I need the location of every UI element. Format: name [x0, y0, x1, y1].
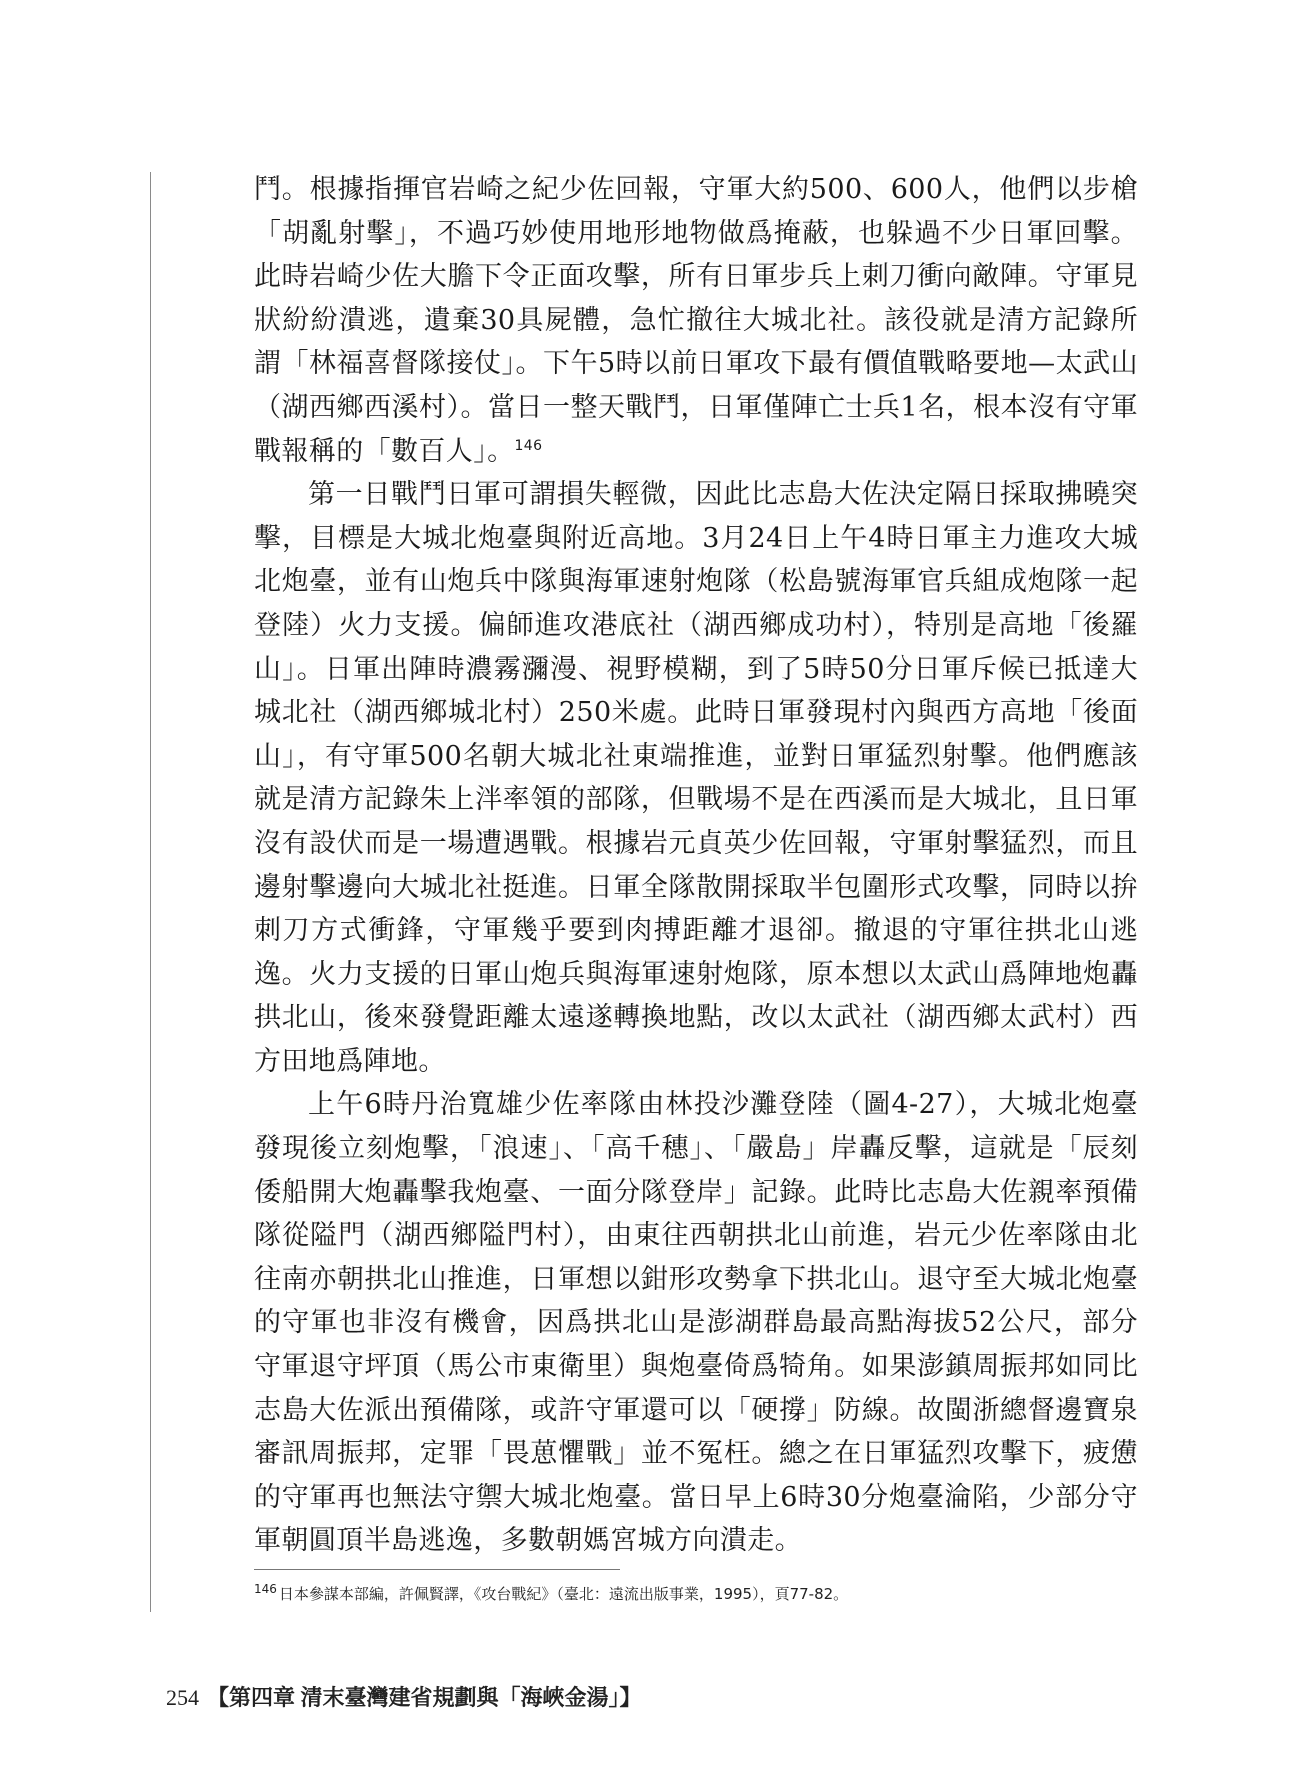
paragraph-1 — [254, 168, 1138, 473]
footnote-number: 146 — [254, 1582, 277, 1596]
margin-rule — [150, 172, 151, 1612]
page-footer — [166, 1681, 642, 1712]
footnote — [254, 1583, 1138, 1604]
body-text — [254, 168, 1138, 1563]
paragraph-1-text: 鬥。根據指揮官岩崎之紀少佐回報，守軍大約500、600人，他們以步槍「胡亂射擊」，不過巧妙使用地形地物做爲掩蔽，也躲過不少日軍回擊。此時岩崎少佐大膽下令正面攻擊，所有日軍步兵上刺刀衝向敵陣。守軍見狀紛紛潰逃，遺棄30具屍體，急忙撤往大城北社。該役就是清方記錄所謂「林福喜督隊接仗」。下午5時以前日軍攻下最有價值戰略要地—太武山（湖西鄉西溪村）。當日一整天戰鬥，日軍僅陣亡士兵1名，根本沒有守軍戰報稱的「數百人」。 — [254, 174, 1138, 467]
footnote-reference: 146 — [514, 437, 543, 454]
running-title: 【第四章 清末臺灣建省規劃與「海峽金湯」】 — [207, 1685, 642, 1710]
paragraph-2: 第一日戰鬥日軍可謂損失輕微，因此比志島大佐決定隔日採取拂曉突擊，目標是大城北炮臺與附近高地。3月24日上午4時日軍主力進攻大城北炮臺，並有山炮兵中隊與海軍速射炮隊（松島號海軍官兵組成炮隊一起登陸）火力支援。偏師進攻港底社（湖西鄉成功村），特別是高地「後羅山」。日軍出陣時濃霧瀰漫、視野模糊，到了5時50分日軍斥候已抵達大城北社（湖西鄉城北村）250米處。此時日軍發現村內與西方高地「後面山」，有守軍500名朝大城北社東端推進，並對日軍猛烈射擊。他們應該就是清方記錄朱上泮率領的部隊，但戰場不是在西溪而是大城北，且日軍沒有設伏而是一場遭遇戰。根據岩元貞英少佐回報，守軍射擊猛烈，而且邊射擊邊向大城北社挺進。日軍全隊散開採取半包圍形式攻擊，同時以拚刺刀方式衝鋒，守軍幾乎要到肉搏距離才退卻。撤退的守軍往拱北山逃逸。火力支援的日軍山炮兵與海軍速射炮隊，原本想以太武山爲陣地炮轟拱北山，後來發覺距離太遠遂轉換地點，改以太武社（湖西鄉太武村）西方田地爲陣地。 — [254, 479, 1138, 1077]
footnote-text: 日本參謀本部編，許佩賢譯，《攻台戰紀》（臺北：遠流出版事業，1995），頁77-82。 — [278, 1585, 849, 1603]
footnote-divider — [254, 1569, 620, 1570]
page-number: 254 — [166, 1685, 199, 1710]
paragraph-3: 上午6時丹治寬雄少佐率隊由林投沙灘登陸（圖4-27），大城北炮臺發現後立刻炮擊，「浪速」、「高千穗」、「嚴島」岸轟反擊，這就是「辰刻倭船開大炮轟擊我炮臺、一面分隊登岸」記錄。此時比志島大佐親率預備隊從隘門（湖西鄉隘門村），由東往西朝拱北山前進，岩元少佐率隊由北往南亦朝拱北山推進，日軍想以鉗形攻勢拿下拱北山。退守至大城北炮臺的守軍也非沒有機會，因爲拱北山是澎湖群島最高點海拔52公尺，部分守軍退守坪頂（馬公市東衛里）與炮臺倚爲犄角。如果澎鎮周振邦如同比志島大佐派出預備隊，或許守軍還可以「硬撐」防線。故閩浙總督邊寶泉審訊周振邦，定罪「畏葸懼戰」並不冤枉。總之在日軍猛烈攻擊下，疲憊的守軍再也無法守禦大城北炮臺。當日早上6時30分炮臺淪陷，少部分守軍朝圓頂半島逃逸，多數朝媽宮城方向潰走。 — [254, 1089, 1138, 1557]
